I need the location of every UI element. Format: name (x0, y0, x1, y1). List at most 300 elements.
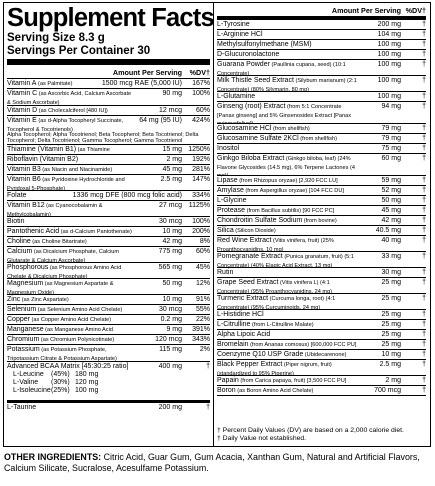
nutrient-dv: † (422, 269, 426, 276)
nutrient-name-text: Alpha Lipoic Acid (217, 331, 271, 338)
nutrient-dv: 55% (195, 306, 210, 313)
nutrient-row (217, 196, 426, 206)
nutrient-name (217, 237, 357, 252)
nutrient-amount: 775 mg (158, 248, 182, 255)
nutrient-name-text: Red Wine Extract (217, 237, 272, 244)
nutrient-row (7, 279, 210, 295)
nutrient-row (217, 320, 426, 330)
nutrient-amount: 79 mg (381, 125, 401, 132)
nutrient-name (7, 264, 135, 279)
nutrient-amount: 25 mg (381, 295, 401, 302)
nutrient-name-text: Selenium (7, 306, 37, 313)
right-column (214, 3, 429, 446)
nutrient-row (7, 79, 210, 89)
nutrient-name-text: Glucosamine Sulfate 2KCl (217, 135, 299, 142)
nutrient-name-text: Grape Seed Extract (217, 279, 279, 286)
column-header-right (217, 5, 426, 20)
nutrient-amount: 10 mg (381, 351, 401, 358)
nutrient-amount: 1500 mcg RAE (5,000 IU) (101, 80, 182, 87)
nutrient-amount: 60 mg (381, 155, 401, 162)
nutrient-name-text: Potassium (7, 346, 40, 353)
servings-per-container: Servings Per Container 30 (7, 44, 151, 57)
nutrient-dv: 1125% (188, 202, 210, 209)
nutrient-dv: † (422, 41, 426, 48)
nutrient-name-text: L-Histidine HCl (217, 311, 264, 318)
nutrient-row (7, 345, 210, 362)
nutrient-source: (as Thiamine (77, 147, 110, 153)
nutrient-name (217, 51, 357, 59)
nutrient-dv: † (422, 331, 426, 338)
bcaa-item-pct: (45%) (51, 371, 70, 378)
nutrient-name-text: Ginseng (root) Extract (217, 103, 286, 110)
nutrient-dv: † (422, 31, 426, 38)
nutrient-amount: 200 mg (377, 21, 401, 28)
nutrient-source: (from Ananas comosus) [600,000 FCC PU] (248, 342, 357, 348)
nutrient-row (217, 350, 426, 360)
bcaa-dv: † (206, 363, 210, 370)
nutrient-amount: 42 mg (381, 217, 401, 224)
nutrient-name (217, 155, 357, 176)
nutrient-name (7, 306, 135, 315)
nutrient-row (7, 89, 210, 106)
nutrient-name (217, 341, 357, 350)
nutrient-source: (as Potassium Phosphate, Tripotassium Citrate & Potassium Aspartate) (7, 347, 117, 362)
nutrient-amount: 2 mg (166, 156, 182, 163)
nutrient-name-text: Inositol (217, 145, 240, 152)
bcaa-item (13, 379, 113, 387)
bcaa-item-amount: 180 mg (75, 371, 99, 378)
nutrient-name-text: Biotin (7, 218, 25, 225)
nutrient-row (217, 30, 426, 40)
nutrient-name-text: Coenzyme Q10 USP Grade (217, 351, 304, 358)
nutrient-dv: † (422, 187, 426, 194)
nutrient-row (217, 226, 426, 236)
nutrient-name (217, 361, 357, 376)
nutrient-name-text: Vitamin C (7, 90, 38, 97)
nutrient-name-text: Guarana Powder (217, 61, 270, 68)
nutrient-name (7, 346, 135, 362)
nutrient-dv: † (422, 145, 426, 152)
nutrient-name-text: Black Pepper Extract (217, 361, 283, 368)
nutrient-name (217, 279, 357, 294)
nutrient-amount: 30 mcg (159, 218, 182, 225)
nutrient-name-text: Glucosamine HCl (217, 125, 272, 132)
nutrient-name (7, 202, 135, 217)
nutrient-amount: 33 mg (381, 253, 401, 260)
nutrient-name-text: Choline (7, 238, 31, 245)
nutrient-row (217, 50, 426, 60)
nutrient-row (217, 102, 426, 124)
nutrient-row (7, 227, 210, 237)
nutrient-name-text: Phosphorous (7, 264, 49, 271)
nutrient-amount: 100 mg (377, 93, 401, 100)
nutrient-source: (from Bacillus subtilis) [90 FCC PC] (245, 208, 335, 214)
bcaa-name: Advanced BCAA Matrix (7, 363, 80, 370)
nutrient-name (7, 90, 135, 106)
nutrient-amount: 45 mg (162, 166, 182, 173)
nutrient-source: (Vitis vinifera, fruit) (25% Proanthocyanidins, 10 mg) (217, 238, 334, 252)
nutrient-name-text: D-Glucuronolactone (217, 51, 280, 58)
nutrient-source: (Paullinia cupana, seed) (10:1 Concentrate) (217, 62, 346, 76)
nutrient-source: (as Selenium Amino Acid Chelate) (36, 307, 123, 313)
nutrient-amount: 45 mg (381, 207, 401, 214)
nutrient-name (7, 146, 135, 155)
nutrient-name (217, 207, 357, 216)
nutrient-dv: 60% (195, 248, 210, 255)
nutrient-amount: 115 mg (159, 346, 182, 353)
nutrient-row (217, 268, 426, 278)
bcaa-amount: 400 mg (158, 363, 182, 370)
nutrient-dv: † (422, 387, 426, 394)
nutrient-amount: 40 mg (381, 237, 401, 244)
nutrient-row (7, 201, 210, 217)
nutrient-dv: 200% (192, 228, 210, 235)
nutrient-source: (Vitis vinifera L) (4:1 Concentrate) (95% Proanthocyanidins, 24 mg) (217, 280, 333, 294)
nutrient-dv: 167% (192, 80, 210, 87)
nutrient-amount: 10 mg (162, 228, 182, 235)
nutrient-name-text: L-Citrulline (217, 321, 251, 328)
nutrient-dv: † (422, 61, 426, 68)
nutrient-name (217, 21, 357, 29)
nutrient-source: (Ubidecarenone) (303, 352, 347, 358)
nutrient-amount: 12 mcg (159, 107, 182, 114)
nutrient-dv: † (422, 377, 426, 384)
nutrient-row (7, 116, 210, 145)
nutrient-amount: 120 mcg (155, 336, 182, 343)
dv-header-right: %DV† (405, 6, 426, 15)
nutrient-row (217, 144, 426, 154)
nutrient-source: (as Ascorbic Acid, Calcium Ascorbate & Sodium Ascorbate) (7, 91, 132, 106)
nutrient-amount: 40.5 mg (375, 227, 401, 234)
nutrient-name-text: Pomegranate Extract (217, 253, 283, 260)
nutrient-dv: † (422, 351, 426, 358)
nutrient-name-text: Zinc (7, 296, 21, 303)
nutrient-row (217, 310, 426, 320)
bcaa-item-name: L-Leucine (13, 371, 44, 378)
nutrient-name (217, 61, 357, 76)
nutrient-row (217, 92, 426, 102)
left-nutrient-list (7, 79, 210, 362)
nutrient-amount: 79 mg (381, 135, 401, 142)
nutrient-dv: 2% (199, 346, 210, 353)
nutrient-name-text: Rutin (217, 269, 234, 276)
nutrient-dv: † (422, 93, 426, 100)
nutrient-name (7, 326, 135, 335)
nutrient-amount: 2.5 mg (379, 361, 401, 368)
nutrient-amount: 100 mg (377, 41, 401, 48)
nutrient-name-text: Manganese (7, 326, 44, 333)
nutrient-row (7, 175, 210, 191)
bcaa-item-name: L-Valine (13, 379, 39, 386)
nutrient-dv: † (422, 217, 426, 224)
nutrient-name-text: Protease (217, 207, 246, 214)
taurine-row (7, 403, 210, 414)
bcaa-item-pct: (25%) (51, 387, 70, 394)
nutrient-row (7, 155, 210, 165)
bcaa-ratio: [45:30:25 ratio] (79, 363, 129, 370)
nutrient-name (217, 41, 357, 49)
nutrient-row (7, 191, 210, 201)
nutrient-name (217, 177, 357, 186)
nutrient-source: (Silybum marianum) (2:1 Concentrate) (80% Silymarin, 80 mg) (217, 78, 357, 92)
nutrient-name (7, 336, 135, 345)
nutrient-row (217, 154, 426, 176)
nutrient-name (217, 331, 357, 339)
nutrient-name (217, 103, 357, 124)
bcaa-item-name: L-Isoleucine (13, 387, 51, 394)
nutrient-name (217, 77, 357, 92)
serving-size: Serving Size 8.3 g (7, 32, 105, 44)
nutrient-source: (as Cholecalciferol [480 IU]) (37, 108, 108, 114)
nutrient-name (7, 166, 135, 175)
nutrient-name-text: Milk Thistle Seed Extract (217, 77, 294, 84)
nutrient-dv: 343% (192, 336, 210, 343)
nutrient-name-text: Ginkgo Biloba Extract (217, 155, 285, 162)
nutrient-source: (from bovine) (302, 218, 337, 224)
nutrient-row (217, 40, 426, 50)
bcaa-breakdown (13, 371, 113, 395)
nutrient-row (7, 305, 210, 315)
nutrient-row (217, 60, 426, 76)
nutrient-source: (as Dicalcium Phosphate, Calcium Glutarate & Calcium Ascorbate) (7, 249, 120, 263)
bcaa-row (7, 362, 210, 403)
ingredients-label: OTHER INGREDIENTS: (4, 452, 102, 462)
nutrient-row (7, 165, 210, 175)
nutrient-name-text: Boron (217, 387, 236, 394)
nutrient-row (217, 216, 426, 226)
nutrient-row (217, 76, 426, 92)
nutrient-source: (from Carica papaya, fruit) [3,500 FCC PU] (238, 378, 347, 384)
nutrient-amount: 2.5 mg (160, 176, 182, 183)
nutrient-name-text: Vitamin D (7, 107, 38, 114)
nutrient-row (217, 360, 426, 376)
nutrient-row (217, 186, 426, 196)
nutrient-name (217, 93, 357, 101)
nutrient-dv: † (422, 361, 426, 368)
nutrient-name-text: L-Tyrosine (217, 21, 250, 28)
nutrient-source: (from Rhizopus oryzae) [2,920 FCC LU] (237, 178, 338, 184)
nutrient-source: (as Phosphorous Amino Acid Chelate & Dicalcium Phosphate) (7, 265, 122, 279)
nutrient-dv: † (422, 197, 426, 204)
nutrient-source: (from 5:1 Concentrate [Panax ginseng] and 5% Ginsenosides Extract [Panax (217, 104, 352, 119)
nutrient-name (7, 280, 135, 295)
nutrient-amount: 25 mg (381, 341, 401, 348)
nutrient-name-text: L-Glycine (217, 197, 247, 204)
nutrient-row (7, 247, 210, 263)
nutrient-dv: † (422, 207, 426, 214)
nutrient-name-text: Copper (7, 316, 30, 323)
nutrient-row (7, 237, 210, 247)
nutrient-source: (as Boron Amino Acid Chelate) (235, 388, 314, 394)
nutrient-amount: 25 mg (381, 331, 401, 338)
nutrient-row (217, 340, 426, 350)
nutrient-name (7, 228, 135, 237)
nutrient-amount: 30 mg (381, 269, 401, 276)
nutrient-dv: 12% (195, 280, 210, 287)
nutrient-source: (as Choline Bitartrate) (30, 239, 87, 245)
nutrient-dv: 91% (195, 296, 210, 303)
nutrient-row (7, 335, 210, 345)
nutrient-row (217, 278, 426, 294)
nutrient-name (217, 311, 357, 319)
nutrient-row (217, 124, 426, 134)
nutrient-dv: † (422, 135, 426, 142)
nutrient-row (7, 325, 210, 335)
nutrient-source: (as Copper Amino Acid Chelate) (29, 317, 112, 323)
nutrient-source: (Punica granatum, fruit) (5:1 Concentrate) (40% Elagic Acid Extract, 13 mg) (217, 254, 354, 268)
nutrient-name (7, 238, 135, 247)
nutrient-name (217, 295, 357, 310)
nutrient-source: (as Cyanocobalamin & Methylcobalamin) (7, 203, 103, 217)
nutrient-dv: 147% (192, 176, 210, 183)
nutrient-dv: 100% (192, 218, 210, 225)
nutrient-name-text: Pantothenic Acid (7, 228, 60, 235)
nutrient-amount: 25 mg (381, 311, 401, 318)
nutrient-row (7, 145, 210, 155)
nutrient-name (7, 296, 135, 305)
nutrient-amount: 565 mg (158, 264, 182, 271)
nutrient-source: (as Magnesium Aspartate & Magnesium Oxide) (7, 281, 114, 295)
nutrient-name-text: Magnesium (7, 280, 44, 287)
nutrient-name (7, 316, 135, 325)
nutrient-row (217, 330, 426, 340)
nutrient-row (217, 176, 426, 186)
nutrient-name (217, 187, 357, 196)
nutrient-source: (as Manganese Amino Acid (45, 327, 113, 333)
panel-title: Supplement Facts (7, 4, 214, 32)
nutrient-row (217, 20, 426, 30)
amount-header-right: Amount Per Serving (331, 6, 401, 15)
nutrient-name-text: L-Glutamine (217, 93, 256, 100)
nutrient-dv: † (422, 21, 426, 28)
nutrient-name (217, 387, 357, 396)
nutrient-name-text: Methylsulfonylmethane (MSM) (217, 41, 312, 48)
nutrient-amount: 2 mg (385, 377, 401, 384)
nutrient-dv: 424% (192, 117, 210, 124)
nutrient-amount: 0.2 mg (160, 316, 182, 323)
nutrient-name (217, 125, 357, 134)
nutrient-row (7, 217, 210, 227)
nutrient-dv: † (422, 237, 426, 244)
nutrient-dv: 22% (195, 316, 210, 323)
nutrient-name (217, 197, 357, 205)
nutrient-forms: Alpha Tocopherol; Alpha Tocotrienol; Beta Tocopherol; Beta Tocotrienol; Delta Tocopherol; Delta Tocotrienol; Gamma Tocopherol; Gamma Tocotrienol (7, 132, 199, 144)
nutrient-amount: 100 mg (377, 61, 401, 68)
nutrient-name (7, 156, 135, 164)
nutrient-name-text: Vitamin B3 (7, 166, 41, 173)
nutrient-amount: 100 mg (377, 51, 401, 58)
nutrient-name (7, 107, 135, 116)
nutrient-dv: 100% (192, 90, 210, 97)
nutrient-amount: 50 mg (381, 197, 401, 204)
nutrient-name-text: Chromium (7, 336, 40, 343)
nutrient-dv: † (422, 253, 426, 260)
nutrient-amount: 25 mg (381, 279, 401, 286)
taurine-dv: † (206, 404, 210, 411)
nutrient-dv: † (422, 51, 426, 58)
nutrient-dv: 45% (195, 264, 210, 271)
nutrient-dv: 8% (199, 238, 210, 245)
nutrient-dv: † (422, 227, 426, 234)
column-header (7, 68, 210, 79)
nutrient-row (217, 236, 426, 252)
nutrient-name (217, 135, 357, 144)
nutrient-source: (from shellfish) (271, 126, 310, 132)
nutrient-dv: 334% (192, 192, 210, 199)
nutrient-source: (Ginkgo biloba, leaf) (24% Flavone Glycosides (14.5 mg), 6% Terpene Lactones (4 (217, 156, 355, 171)
nutrient-row (217, 376, 426, 386)
nutrient-source: (as Zinc Aspartate) (20, 297, 69, 303)
nutrient-source: (from Aspergillus oryzae) [104 FCC DU] (243, 188, 344, 194)
nutrient-dv: † (422, 177, 426, 184)
nutrient-row (217, 252, 426, 268)
nutrient-amount: 10 mg (162, 296, 182, 303)
nutrient-source: (Silicon Dioxide) (233, 228, 276, 234)
nutrient-amount: 75 mg (381, 145, 401, 152)
nutrient-source: (from shellfish) (298, 136, 337, 142)
nutrient-dv: † (422, 125, 426, 132)
nutrient-source: (as Chromium Polynicotinate) (39, 337, 115, 343)
bcaa-item-amount: 120 mg (75, 379, 99, 386)
nutrient-row (7, 106, 210, 116)
nutrient-amount: 25 mg (381, 321, 401, 328)
nutrient-name-text: Vitamin B6 (7, 176, 41, 183)
nutrient-amount: 30 mcg (159, 306, 182, 313)
nutrient-name (7, 248, 135, 263)
nutrient-dv: † (422, 311, 426, 318)
nutrient-source: (Piper nigrum, fruit) (standardized to 95% Piperine) (217, 362, 332, 376)
nutrient-row (217, 134, 426, 144)
dv-header: %DV† (189, 68, 210, 77)
nutrient-amount: 100 mg (377, 77, 401, 84)
nutrient-name-text: Lipase (217, 177, 238, 184)
nutrient-dv: 1250% (188, 146, 210, 153)
nutrient-dv: 60% (195, 107, 210, 114)
nutrient-name-text: Turmeric Extract (217, 295, 269, 302)
nutrient-name-text: Riboflavin (Vitamin B2) (7, 156, 79, 163)
nutrient-amount: 1336 mcg DFE (800 mcg folic acid) (72, 192, 182, 199)
nutrient-name (217, 351, 357, 360)
nutrient-dv: 281% (192, 166, 210, 173)
nutrient-amount: 27 mcg (159, 202, 182, 209)
nutrient-dv: † (422, 155, 426, 162)
nutrient-dv: † (422, 321, 426, 328)
nutrient-source: (as Pyridoxine Hydrochloride and Pyridoxal 5-Phosphate) (7, 177, 125, 191)
nutrient-dv: 391% (192, 326, 210, 333)
other-ingredients (4, 452, 432, 474)
taurine-name: L-Taurine (7, 404, 37, 411)
ingredients-text: Citric Acid, Guar Gum, Gum Acacia, Xanthan Gum, Natural and Artificial Flavors, Calcium Silicate, Sucralose, Acesulfame Potassium. (4, 452, 420, 473)
nutrient-name-text: Chondroitin Sulfate Sodium (217, 217, 303, 224)
nutrient-row (7, 295, 210, 305)
nutrient-dv: 192% (192, 156, 210, 163)
nutrient-name (217, 377, 357, 386)
nutrient-name-text: Amylase (217, 187, 244, 194)
nutrient-name-text: Vitamin A (7, 80, 37, 87)
nutrient-name-text: Thiamine (Vitamin B1) (7, 146, 77, 153)
nutrient-amount: 50 mg (162, 280, 182, 287)
nutrient-source: (as Niacin and Niacinamide) (40, 167, 113, 173)
nutrient-amount: 52 mg (381, 187, 401, 194)
nutrient-name (217, 253, 357, 268)
nutrient-amount: 94 mg (381, 103, 401, 110)
bcaa-item-amount: 100 mg (75, 387, 99, 394)
nutrient-source: (as d-Calcium Pantothenate) (59, 229, 132, 235)
nutrient-name (217, 31, 357, 39)
nutrient-amount: 64 mg (95 IU) (139, 117, 182, 124)
footnotes (217, 427, 422, 443)
taurine-amount: 200 mg (158, 404, 182, 411)
